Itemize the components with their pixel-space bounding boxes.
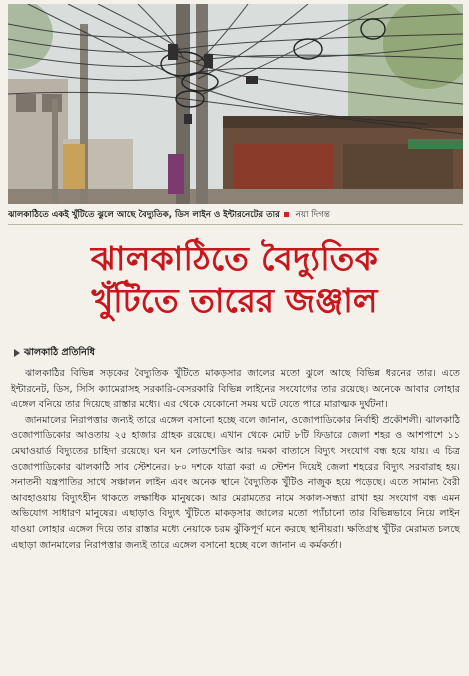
caption-text: ঝালকাঠিতে একই খুঁটিতে ঝুলে আছে বৈদ্যুতিক, ডিস লাইন ও ইন্টারনেটের তার bbox=[8, 210, 280, 220]
triangle-marker-icon bbox=[14, 349, 20, 357]
paragraph: ঝালকাঠির বিভিন্ন সড়কের বৈদ্যুতিক খুঁটিতে মাকড়সার জালের মতো ঝুলে আছে বিভিন্ন ধরনের তার। এতে ইন্টারনেট, ডিস, সিসি ক্যামেরাসহ সরকারি-বেসরকারি বিভিন্ন লাইনের সংযোগের তার রয়েছে। অনেকে আবার লোহার এঙ্গেল বনিয়ে তার দিয়েছে রাস্তার মধ্যে। এর থেকে যেকোনো সময় ঘটে যেতে পারে মারাত্মক দুর্ঘটনা। bbox=[11, 368, 460, 411]
photo-caption bbox=[8, 206, 463, 225]
headline bbox=[0, 238, 469, 322]
byline-text: ঝালকাঠি প্রতিনিধি bbox=[24, 347, 95, 358]
photo-credit: নয়া দিগন্ত bbox=[295, 210, 330, 220]
paragraph: জানমালের নিরাপত্তার জন্যই তারে এঙ্গেল বসানো হচ্ছে বলে জানান, ওজোপাডিকোর নির্বাহী প্রকৌশলী। ঝালকাঠি ওজোপাডিকোর আওতায় ২৫ হাজার গ্রাহক রয়েছে। এখান থেকে মোট ৮টি ফিডারে জেলা শহর ও আশপাশে ১১ মেঘাওয়ার্ড বিদ্যুতের চাহিদা রয়েছে। ঘন ঘন লোডশেডিং আর দমকা বাতাসে বিদ্যুৎ সংযোগ বন্ধ হয়ে যায়। এ চিত্র ওজোপাডিকোর ঝালকাঠি সাব স্টেশনের। ৮০ দশকে যাত্রা করা এ স্টেশন দিয়েই জেলা শহরের বিদ্যুৎ সরবারাহ হয়। সনাতনী যন্ত্রপাতির সাথে সঞ্চালন লাইন এবং অনেক স্থানে বৈদ্যুতিক খুঁটিও নাজুক হয়ে পড়েছে। এতে সামান্য বৈরী আবহাওয়ায় বিদ্যুৎহীন থাকতে লক্ষাধিক মানুষকে। আর মেরামতের নামে সকাল-সন্ধ্যা রাখা হয় সংযোগ বন্ধ এমন অভিযোগ সাধারণ মানুষের। এছাড়াও বিদ্যুৎ খুঁটিতে মাকড়সার জালের মতো প্যাঁচানো তার বিভিন্নভাবে নিয়ে লাইন যাওয়া লোহার এঙ্গেল দিয়ে তার রাস্তার মধ্যে নেয়াকে চরম ঝুঁকিপূর্ণ মনে করছে স্থানীয়রা। ক্ষতিগ্রস্থ খুঁটির মেরামত চলছে এছাড়া জানমালের নিরাপত্তার জন্যই তারে এঙ্গেল বসানো হচ্ছে বলে জানান এ কর্মকর্তা। bbox=[11, 414, 460, 551]
headline-line-2: খুঁটিতে তারের জঞ্জাল bbox=[91, 281, 378, 320]
news-photo bbox=[8, 4, 463, 204]
article-body bbox=[11, 366, 460, 672]
byline bbox=[14, 346, 95, 360]
power-pole-photo bbox=[8, 4, 463, 204]
bullet-square-icon bbox=[284, 212, 289, 217]
headline-line-1: ঝালকাঠিতে বৈদ্যুতিক bbox=[90, 239, 379, 278]
